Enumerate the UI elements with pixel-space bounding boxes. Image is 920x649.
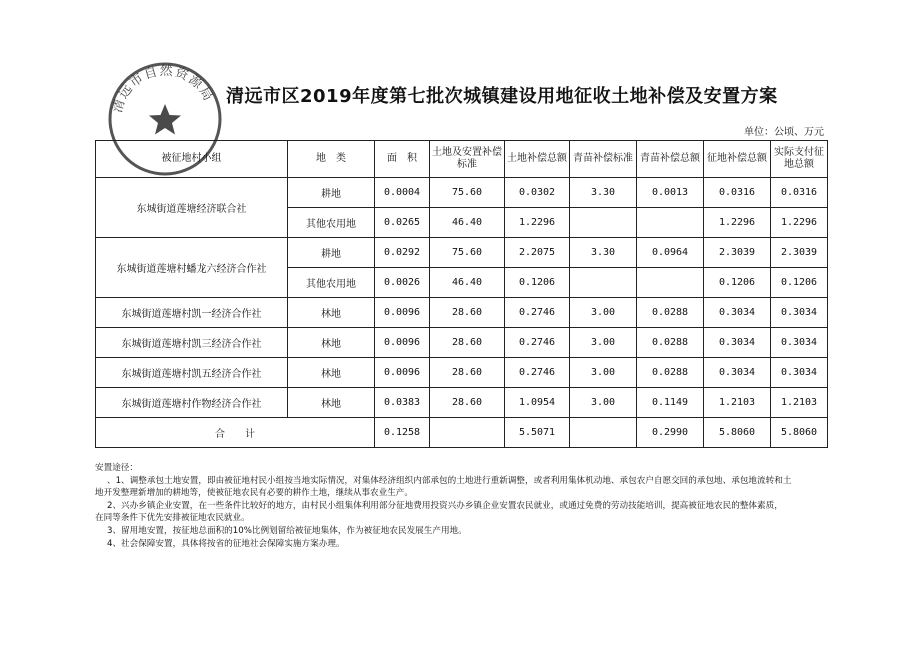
notes-line: 4、社会保障安置，具体将按省的征地社会保障实施方案办理。 xyxy=(107,538,345,549)
land-total-cell: 1.0954 xyxy=(505,388,570,418)
total-land-cell: 5.5071 xyxy=(505,418,570,448)
area-cell: 0.0004 xyxy=(375,178,430,208)
table-row xyxy=(96,358,828,388)
village-cell: 东城街道莲塘村作物经济合作社 xyxy=(96,388,288,418)
village-cell: 东城街道莲塘村蟠龙六经济合作社 xyxy=(96,238,288,298)
actual-total-cell: 0.3034 xyxy=(771,358,828,388)
village-cell: 东城街道莲塘经济联合社 xyxy=(96,178,288,238)
actual-total-cell: 0.1206 xyxy=(771,268,828,298)
land-type-cell: 林地 xyxy=(288,358,375,388)
header-expro-total: 征地补偿总额 xyxy=(704,141,771,178)
area-cell: 0.0096 xyxy=(375,298,430,328)
crop-total-cell xyxy=(637,208,704,238)
area-cell: 0.0096 xyxy=(375,358,430,388)
land-total-cell: 0.0302 xyxy=(505,178,570,208)
actual-total-cell: 2.3039 xyxy=(771,238,828,268)
crop-total-cell: 0.0964 xyxy=(637,238,704,268)
total-empty-cell xyxy=(430,418,505,448)
unit-label: 单位：公顷、万元 xyxy=(744,127,824,138)
total-expro-cell: 5.8060 xyxy=(704,418,771,448)
land-type-cell: 林地 xyxy=(288,388,375,418)
table-row xyxy=(96,328,828,358)
area-cell: 0.0096 xyxy=(375,328,430,358)
village-cell: 东城街道莲塘村凯五经济合作社 xyxy=(96,358,288,388)
expro-total-cell: 0.3034 xyxy=(704,358,771,388)
notes-line: 3、留用地安置，按征地总面积的10%比例划留给被征地集体，作为被征地农民发展生产用地。 xyxy=(107,525,467,536)
crop-standard-cell: 3.00 xyxy=(570,298,637,328)
expro-total-cell: 0.1206 xyxy=(704,268,771,298)
land-total-cell: 0.2746 xyxy=(505,358,570,388)
area-cell: 0.0026 xyxy=(375,268,430,298)
table-row xyxy=(96,178,828,208)
total-area-cell: 0.1258 xyxy=(375,418,430,448)
crop-total-cell: 0.0288 xyxy=(637,298,704,328)
actual-total-cell: 1.2103 xyxy=(771,388,828,418)
header-crop-standard: 青苗补偿标准 xyxy=(570,141,637,178)
crop-standard-cell: 3.00 xyxy=(570,328,637,358)
land-standard-cell: 46.40 xyxy=(430,268,505,298)
header-village: 被征地村小组 xyxy=(96,141,288,178)
area-cell: 0.0292 xyxy=(375,238,430,268)
actual-total-cell: 0.3034 xyxy=(771,298,828,328)
land-standard-cell: 28.60 xyxy=(430,298,505,328)
land-standard-cell: 28.60 xyxy=(430,328,505,358)
crop-standard-cell xyxy=(570,208,637,238)
expro-total-cell: 0.3034 xyxy=(704,298,771,328)
crop-standard-cell: 3.00 xyxy=(570,388,637,418)
land-type-cell: 其他农用地 xyxy=(288,268,375,298)
compensation-table xyxy=(95,140,828,448)
actual-total-cell: 0.0316 xyxy=(771,178,828,208)
land-total-cell: 0.2746 xyxy=(505,298,570,328)
village-cell: 东城街道莲塘村凯一经济合作社 xyxy=(96,298,288,328)
area-cell: 0.0265 xyxy=(375,208,430,238)
table-row xyxy=(96,298,828,328)
header-land-total: 土地补偿总额 xyxy=(505,141,570,178)
table-row xyxy=(96,388,828,418)
header-land-type: 地 类 xyxy=(288,141,375,178)
total-crop-cell: 0.2990 xyxy=(637,418,704,448)
header-area: 面 积 xyxy=(375,141,430,178)
expro-total-cell: 2.3039 xyxy=(704,238,771,268)
table-row xyxy=(96,238,828,268)
notes-line: 2、兴办乡镇企业安置，在一些条件比较好的地方，由村民小组集体利用部分征地费用投资兴办乡镇企业安置农民就业，或通过免费的劳动技能培训，提高被征地农民的整体素质， xyxy=(107,500,783,511)
land-type-cell: 林地 xyxy=(288,328,375,358)
land-standard-cell: 28.60 xyxy=(430,388,505,418)
land-standard-cell: 28.60 xyxy=(430,358,505,388)
header-land-standard: 土地及安置补偿标准 xyxy=(430,141,505,178)
land-type-cell: 林地 xyxy=(288,298,375,328)
land-type-cell: 耕地 xyxy=(288,178,375,208)
expro-total-cell: 1.2103 xyxy=(704,388,771,418)
land-total-cell: 0.1206 xyxy=(505,268,570,298)
crop-standard-cell xyxy=(570,268,637,298)
village-cell: 东城街道莲塘村凯三经济合作社 xyxy=(96,328,288,358)
notes-line: 地开发整理新增加的耕地等，使被征地农民有必要的耕作土地，继续从事农业生产。 xyxy=(95,488,413,499)
crop-total-cell: 0.0013 xyxy=(637,178,704,208)
header-crop-total: 青苗补偿总额 xyxy=(637,141,704,178)
land-standard-cell: 75.60 xyxy=(430,238,505,268)
svg-text:清远市自然资源局 xyxy=(109,64,216,115)
expro-total-cell: 0.3034 xyxy=(704,328,771,358)
table-header-row xyxy=(96,141,828,178)
header-actual-total: 实际支付征地总额 xyxy=(771,141,828,178)
page-title: 清远市区2019年度第七批次城镇建设用地征收土地补偿及安置方案 xyxy=(226,86,778,107)
land-type-cell: 耕地 xyxy=(288,238,375,268)
actual-total-cell: 0.3034 xyxy=(771,328,828,358)
area-cell: 0.0383 xyxy=(375,388,430,418)
crop-standard-cell: 3.00 xyxy=(570,358,637,388)
crop-total-cell: 0.0288 xyxy=(637,358,704,388)
crop-standard-cell: 3.30 xyxy=(570,238,637,268)
total-label: 合 计 xyxy=(96,418,375,448)
crop-standard-cell: 3.30 xyxy=(570,178,637,208)
land-type-cell: 其他农用地 xyxy=(288,208,375,238)
actual-total-cell: 1.2296 xyxy=(771,208,828,238)
land-standard-cell: 46.40 xyxy=(430,208,505,238)
total-actual-cell: 5.8060 xyxy=(771,418,828,448)
expro-total-cell: 1.2296 xyxy=(704,208,771,238)
notes-line: 在同等条件下优先安排被征地农民就业。 xyxy=(95,513,250,524)
land-standard-cell: 75.60 xyxy=(430,178,505,208)
crop-total-cell: 0.0288 xyxy=(637,328,704,358)
placement-notes xyxy=(95,462,835,550)
notes-heading: 安置途径： xyxy=(95,463,138,473)
expro-total-cell: 0.0316 xyxy=(704,178,771,208)
land-total-cell: 2.2075 xyxy=(505,238,570,268)
land-total-cell: 1.2296 xyxy=(505,208,570,238)
seal-text: 清远市自然资源局 xyxy=(110,63,216,115)
land-total-cell: 0.2746 xyxy=(505,328,570,358)
table-total-row xyxy=(96,418,828,448)
crop-total-cell xyxy=(637,268,704,298)
notes-line: 、1、调整承包土地安置，即由被征地村民小组按当地实际情况，对集体经济组织内部承包的土地进行重新调整，或者利用集体机动地、承包农户自愿交回的承包地、承包地流转和土 xyxy=(107,475,792,486)
crop-total-cell: 0.1149 xyxy=(637,388,704,418)
total-empty-cell xyxy=(570,418,637,448)
seal-star-icon xyxy=(149,104,181,135)
